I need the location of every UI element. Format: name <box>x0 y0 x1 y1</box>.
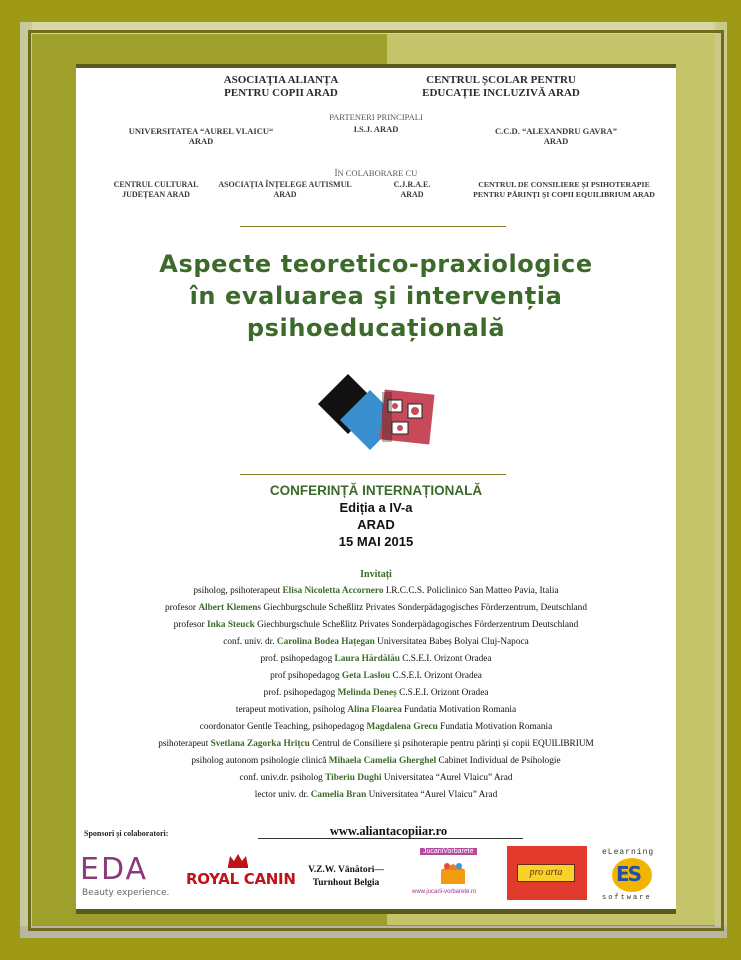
guest-role: profesor <box>165 603 199 613</box>
guest-item <box>76 685 676 702</box>
guest-affiliation: Giechburgschule Scheßlitz Privates Sonderpädagogisches Förderzentrum Deutschland <box>254 620 579 630</box>
eda-logo <box>80 848 176 904</box>
elearning-letters: ES <box>616 862 641 886</box>
crown-icon <box>226 852 250 868</box>
guest-name: Elisa Nicoletta Accornero <box>282 586 384 596</box>
pro-arta-logo <box>507 846 587 900</box>
guest-affiliation: Universitatea “Aurel Vlaicu” Arad <box>366 790 498 800</box>
guest-role: conf. univ.dr. psiholog <box>239 773 326 783</box>
conference-emblem-logo <box>312 370 444 458</box>
guest-item <box>76 583 676 600</box>
guest-role: psihoterapeut <box>158 739 211 749</box>
conference-info <box>226 482 526 550</box>
guest-name: Alina Floarea <box>347 705 402 715</box>
collab-autism-line2: ARAD <box>273 190 297 199</box>
collab-cjrae-line2: ARAD <box>400 190 424 199</box>
partner-uav <box>106 126 296 146</box>
guest-item <box>76 668 676 685</box>
conference-edition: Ediția a IV-a <box>339 500 413 515</box>
sponsors-label: Sponsori și colaboratori: <box>84 829 169 838</box>
collab-equilibrium-line1: CENTRUL DE CONSILIERE ȘI PSIHOTERAPIE <box>478 180 650 189</box>
partner-uav-line2: ARAD <box>188 136 214 146</box>
guest-affiliation: I.R.C.C.S. Policlinico San Matteo Pavia, Italia <box>383 586 559 596</box>
collab-equilibrium <box>456 180 672 200</box>
guest-affiliation: Cabinet Individual de Psihologie <box>436 756 561 766</box>
invited-list <box>76 583 676 804</box>
conference-divider <box>240 474 506 475</box>
guest-affiliation: Universitatea Babeș Bolyai Cluj-Napoca <box>374 637 529 647</box>
partners-caption: PARTENERI PRINCIPALI <box>329 112 423 122</box>
guest-item <box>76 753 676 770</box>
guest-item <box>76 600 676 617</box>
guest-name: Camelia Bran <box>310 790 367 800</box>
guest-role: conf. univ. dr. <box>223 637 277 647</box>
guest-role: terapeut motivation, psiholog <box>235 705 348 715</box>
conference-name: CONFERINȚĂ INTERNAȚIONALĂ <box>269 483 483 498</box>
website-link[interactable]: www.aliantacopiiar.ro <box>329 824 448 838</box>
guest-item <box>76 702 676 719</box>
guest-name: Mihaela Camelia Gherghel <box>328 756 437 766</box>
guest-affiliation: C.S.E.I. Orizont Oradea <box>396 688 489 698</box>
guest-affiliation: Centrul de Consiliere și psihoterapie pentru părinți și copii EQUILIBRIUM <box>309 739 594 749</box>
guest-name: Melinda Deneș <box>337 688 397 698</box>
collab-cjrae-line1: C.J.R.A.E. <box>393 180 431 189</box>
guest-item <box>76 770 676 787</box>
guest-item <box>76 634 676 651</box>
collab-autism-line1: ASOCIAȚIA ÎNȚELEGE AUTISMUL <box>218 180 352 189</box>
title-line2: în evaluarea şi intervenția <box>189 282 563 310</box>
conference-title <box>116 248 636 344</box>
guest-role: prof. psihopedagog <box>260 654 335 664</box>
vzw-line2: Turnhout Belgia <box>312 878 380 888</box>
collab-ccja-line2: JUDEȚEAN ARAD <box>122 190 190 199</box>
guest-item <box>76 719 676 736</box>
royal-canin-text: ROYAL CANIN <box>186 870 296 888</box>
bottom-rule <box>76 909 676 914</box>
guest-name: Albert Klemens <box>198 603 262 613</box>
guest-name: Inka Steuck <box>206 620 255 630</box>
guest-role: prof psihopedagog <box>270 671 342 681</box>
eda-logo-text: EDA <box>80 852 149 887</box>
collab-equilibrium-line2: PENTRU PĂRINȚI ȘI COPII EQUILIBRIUM ARAD <box>473 190 655 199</box>
guest-name: Carolina Bodea Hațegan <box>276 637 375 647</box>
guest-affiliation: Universitatea “Aurel Vlaicu” Arad <box>381 773 513 783</box>
guest-name: Magdalena Grecu <box>366 722 438 732</box>
collab-autism <box>208 180 362 200</box>
organizer-aliance-line2: PENTRU COPII ARAD <box>224 87 338 99</box>
royal-canin-logo <box>184 852 296 896</box>
partner-uav-line1: UNIVERSITATEA “AUREL VLAICU“ <box>128 126 274 136</box>
organizer-cseia-line2: EDUCAȚIE INCLUZIVĂ ARAD <box>422 87 580 99</box>
partner-isj: I.S.J. ARAD <box>353 124 399 134</box>
vzw-line1: V.Z.W. Vânători— <box>308 865 384 875</box>
guest-item <box>76 651 676 668</box>
elearning-bottom: software <box>602 894 652 902</box>
title-line3: psihoeducațională <box>246 314 506 342</box>
guest-role: lector univ. dr. <box>254 790 311 800</box>
guest-name: Tiberiu Dughi <box>325 773 382 783</box>
collab-cjrae <box>372 180 452 200</box>
top-rule <box>76 64 676 68</box>
organizer-aliance-line1: ASOCIAȚIA ALIANȚA <box>223 74 339 86</box>
collab-caption: ÎN COLABORARE CU <box>334 168 418 178</box>
guest-affiliation: Giechburgschule Scheßlitz Privates Sonderpädagogisches Förderzentrum, Deutschland <box>261 603 587 613</box>
guest-role: profesor <box>173 620 207 630</box>
jucarii-vorbarete-logo <box>412 848 496 900</box>
jucarii-url: www.jucarii-vorbarete.ro <box>412 889 477 895</box>
organizer-cseia <box>396 74 606 100</box>
organizer-aliance <box>186 74 376 100</box>
pro-arta-text: pro arta <box>517 864 575 882</box>
organizer-cseia-line1: CENTRUL ȘCOLAR PENTRU <box>426 74 576 86</box>
guest-role: prof. psihopedagog <box>263 688 338 698</box>
partner-ccd-line1: C.C.D. “ALEXANDRU GAVRA” <box>495 126 617 136</box>
guest-item <box>76 617 676 634</box>
partner-ccd <box>466 126 646 146</box>
toy-box-icon <box>438 860 468 886</box>
guest-affiliation: C.S.E.I. Orizont Oradea <box>390 671 482 681</box>
collab-ccja-line1: CENTRUL CULTURAL <box>113 180 199 189</box>
title-line1: Aspecte teoretico-praxiologice <box>159 250 593 278</box>
guest-role: psiholog autonom psihologie clinică <box>191 756 329 766</box>
conference-date: 15 MAI 2015 <box>338 534 414 549</box>
guest-role: psiholog, psihoterapeut <box>193 586 283 596</box>
guest-name: Geta Laslou <box>341 671 391 681</box>
guest-item <box>76 736 676 753</box>
elearning-software-logo <box>596 848 676 904</box>
guest-name: Laura Hărdălău <box>334 654 400 664</box>
guest-role: coordonator Gentle Teaching, psihopedagog <box>199 722 367 732</box>
partner-ccd-line2: ARAD <box>543 136 569 146</box>
elearning-top: eLearning <box>602 848 655 857</box>
eda-tagline: Beauty experience. <box>82 888 170 898</box>
jucarii-title: JucariiVorbarete <box>420 848 477 855</box>
conference-city: ARAD <box>357 517 395 532</box>
collab-ccja <box>96 180 216 200</box>
poster-page <box>76 64 676 914</box>
header-divider <box>240 226 506 227</box>
guest-affiliation: C.S.E.I. Orizont Oradea <box>399 654 492 664</box>
guest-affiliation: Fundatia Motivation Romania <box>401 705 517 715</box>
vzw-sponsor <box>296 864 396 890</box>
invited-heading: Invitați <box>360 569 392 580</box>
website-underline <box>258 838 523 839</box>
guest-affiliation: Fundatia Motivation Romania <box>437 722 553 732</box>
guest-name: Svetlana Zagorka Hrițcu <box>210 739 310 749</box>
guest-item <box>76 787 676 804</box>
